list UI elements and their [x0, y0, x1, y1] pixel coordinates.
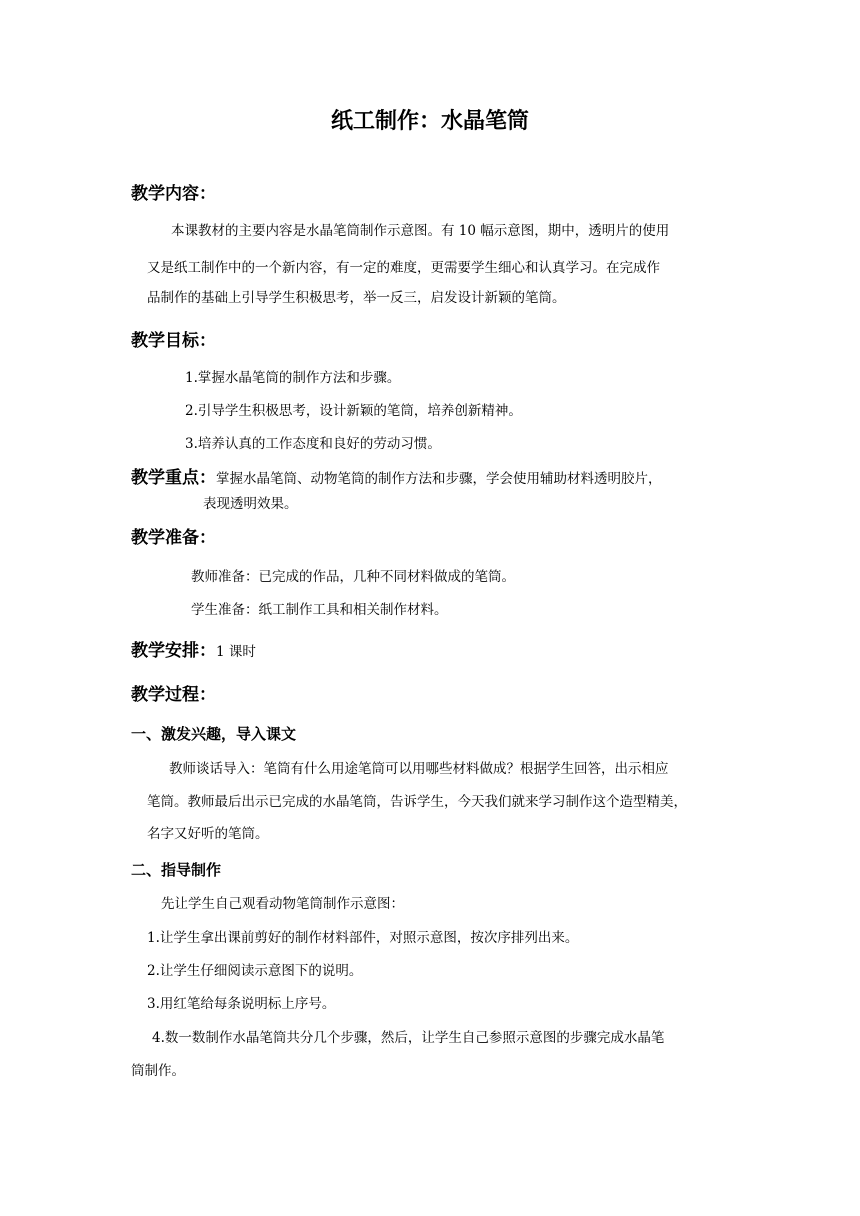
section-heading-key-points: 教学重点： [131, 468, 216, 488]
key-points-row [131, 465, 662, 492]
teacher-preparation: 教师准备：已完成的作品，几种不同材料做成的笔筒。 [191, 569, 515, 585]
section-heading-content: 教学内容： [131, 184, 216, 204]
paragraph-line: 本课教材的主要内容是水晶笔筒制作示意图。有 10 幅示意图，期中，透明片的使用 [171, 223, 670, 239]
section-heading-preparation: 教学准备： [131, 528, 216, 548]
section-heading-objectives: 教学目标： [131, 331, 216, 351]
list-item: 4.数一数制作水晶笔筒共分几个步骤，然后，让学生自己参照示意图的步骤完成水晶笔 [152, 1030, 665, 1046]
list-item: 1.掌握水晶笔筒的制作方法和步骤。 [185, 370, 401, 386]
paragraph-line: 名字又好听的笔筒。 [147, 826, 269, 842]
list-item: 1.让学生拿出课前剪好的制作材料部件，对照示意图，按次序排列出来。 [147, 930, 579, 946]
section-heading-schedule: 教学安排： [131, 641, 216, 661]
subsection-heading-1: 一、激发兴趣，导入课文 [131, 725, 297, 743]
subsection-heading-2: 二、指导制作 [131, 861, 222, 879]
section-heading-process: 教学过程： [131, 685, 216, 705]
schedule-value: 1 课时 [216, 644, 256, 660]
list-item: 3.用红笔给每条说明标上序号。 [147, 996, 336, 1012]
key-points-text: 掌握水晶笔筒、动物笔筒的制作方法和步骤，学会使用辅助材料透明胶片， [216, 471, 662, 487]
list-item-cont: 筒制作。 [131, 1063, 185, 1079]
page-title: 纸工制作：水晶笔筒 [330, 109, 529, 134]
list-item: 2.引导学生积极思考，设计新颖的笔筒，培养创新精神。 [185, 403, 522, 419]
paragraph-line: 教师谈话导入：笔筒有什么用途笔筒可以用哪些材料做成？根据学生回答，出示相应 [169, 761, 669, 777]
paragraph-line: 又是纸工制作中的一个新内容，有一定的难度，更需要学生细心和认真学习。在完成作 [147, 260, 660, 276]
paragraph-line: 笔筒。教师最后出示已完成的水晶笔筒，告诉学生，今天我们就来学习制作这个造型精美， [147, 794, 687, 810]
student-preparation: 学生准备：纸工制作工具和相关制作材料。 [191, 602, 448, 618]
list-item: 3.培养认真的工作态度和良好的劳动习惯。 [185, 436, 441, 452]
schedule-row [131, 638, 256, 665]
list-item: 2.让学生仔细阅读示意图下的说明。 [147, 963, 363, 979]
paragraph-line: 品制作的基础上引导学生积极思考，举一反三，启发设计新颖的笔筒。 [147, 290, 566, 306]
paragraph-line: 先让学生自己观看动物笔筒制作示意图： [161, 896, 404, 912]
key-points-text-cont: 表现透明效果。 [203, 496, 298, 512]
